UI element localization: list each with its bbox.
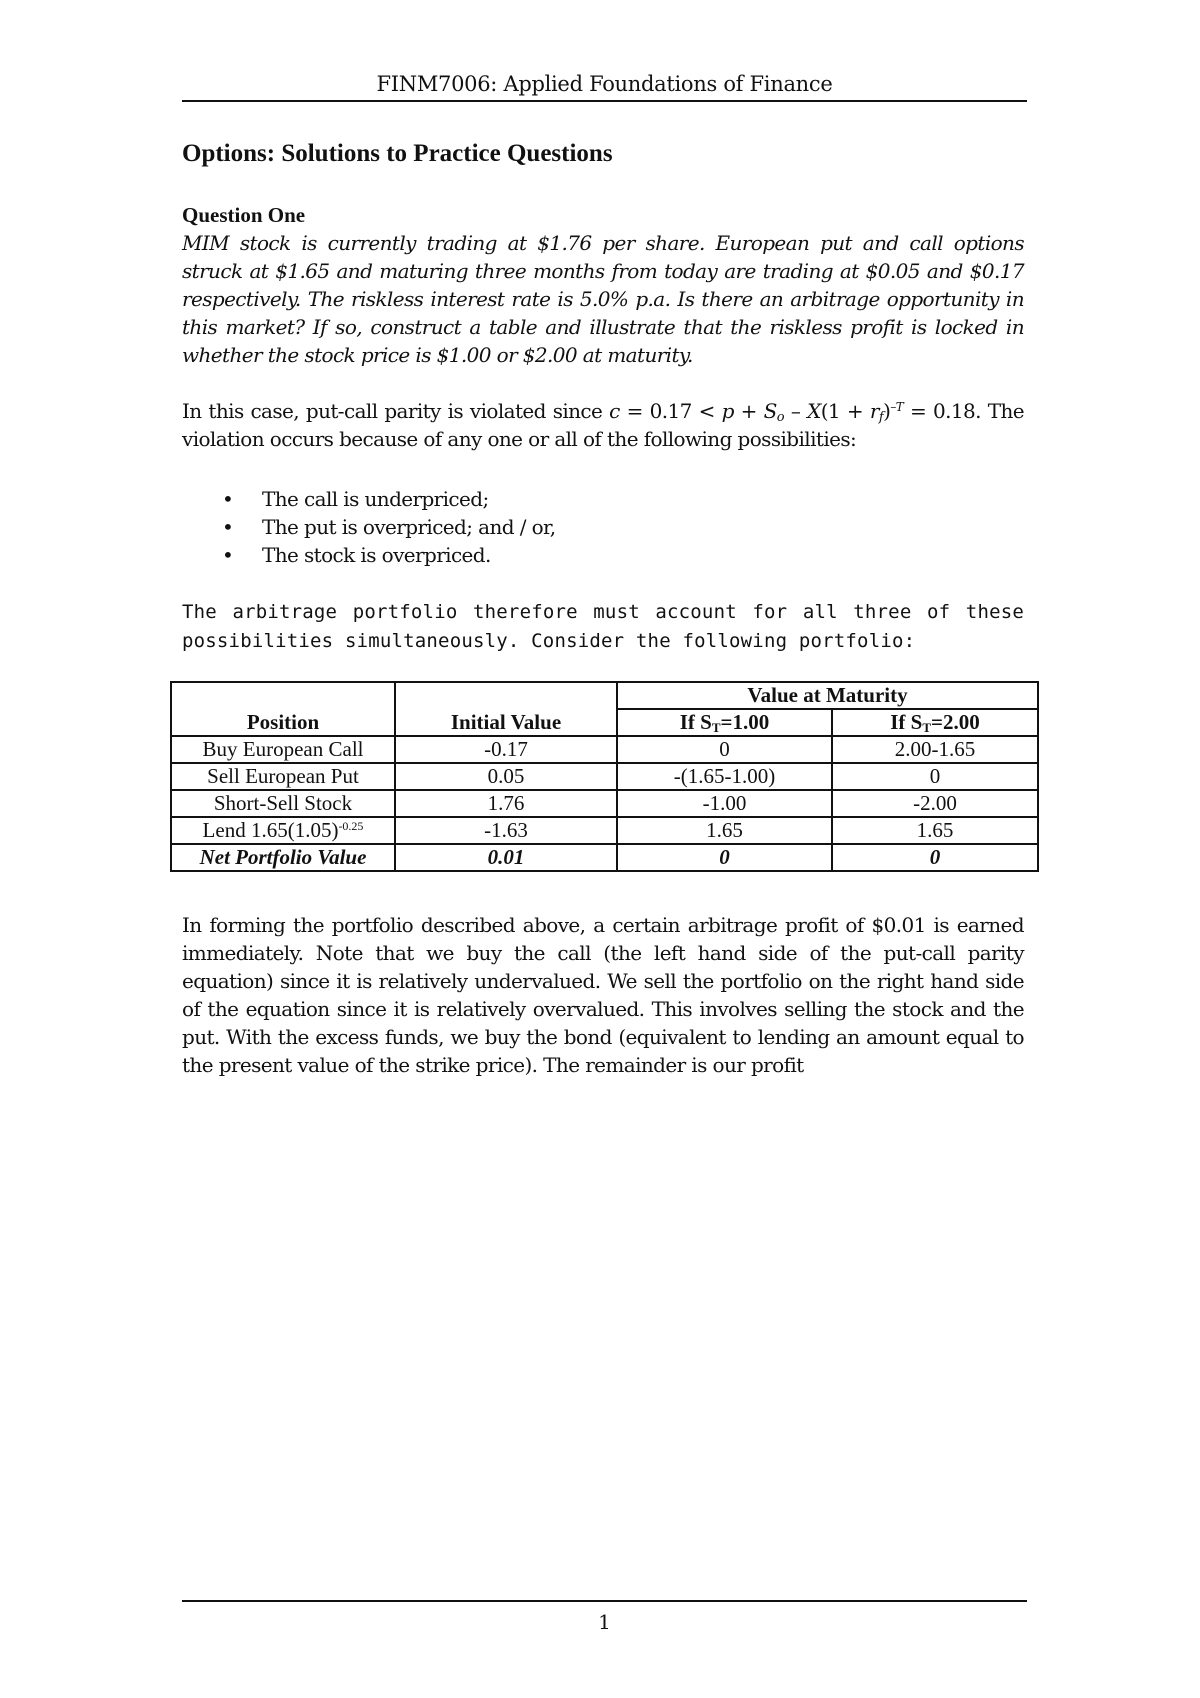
- page-number: 1: [598, 1610, 611, 1634]
- eq-r-sub: f: [878, 410, 884, 425]
- conclusion-paragraph: In forming the portfolio described above, a certain arbitrage profit of $0.01 is earned immediately. Note that we buy the call (the left hand side of the put-call parity equation) since it is relatively undervalued. We sell the portfolio on the right hand side of the equation since it is relatively overvalued. This involves selling the stock and the put. With the excess funds, we buy the bond (equivalent to lending an amount equal to the present value of the strike price). The remainder is our profit: [182, 913, 1024, 1077]
- page-header-course: FINM7006: Applied Foundations of Finance: [376, 72, 833, 96]
- initial-value-cell: -0.17: [395, 736, 617, 763]
- eq-paren-open: (1 +: [820, 399, 870, 423]
- position-cell: Buy European Call: [171, 736, 395, 763]
- question-text: MIM stock is currently trading at $1.76 per share. European put and call options struck at $1.65 and maturing three months from today are trading at $0.05 and $0.17 respectively. The riskless interest rate is 5.0% p.a. Is there an arbitrage opportunity in this market? If so, construct a table and illustrate that the riskless profit is locked in whether the stock price is $1.00 or $2.00 at maturity.: [182, 231, 1024, 367]
- list-item-text: The call is underpriced;: [262, 487, 489, 511]
- position-header: Position: [171, 709, 395, 736]
- page-title: Options: Solutions to Practice Questions: [182, 140, 613, 167]
- initial-value-header: Initial Value: [395, 709, 617, 736]
- header-text: =1.00: [720, 710, 770, 734]
- possibilities-list: [182, 485, 556, 569]
- if-st-2-cell: 2.00-1.65: [832, 736, 1038, 763]
- position-text: Lend 1.65(1.05): [202, 818, 339, 842]
- list-item: [182, 513, 556, 541]
- header-empty-cell: [395, 682, 617, 709]
- if-st-2-cell: -2.00: [832, 790, 1038, 817]
- if-st-1-cell: 1.65: [617, 817, 832, 844]
- parity-result: = 0.18. The violation occurs because of any one or all of the following possibilities:: [182, 399, 1024, 451]
- eq-plus: +: [733, 399, 764, 423]
- header-sub: T: [711, 720, 721, 735]
- header-rule: [182, 100, 1027, 102]
- position-exponent: -0.25: [338, 819, 364, 833]
- if-st-1-cell: -(1.65-1.00): [617, 763, 832, 790]
- list-item-text: The put is overpriced; and / or,: [262, 515, 556, 539]
- position-cell: Net Portfolio Value: [171, 844, 395, 871]
- if-st-2-cell: 0: [832, 763, 1038, 790]
- eq-c: c: [609, 399, 620, 423]
- portfolio-table: [170, 681, 1039, 872]
- if-st-1-cell: 0: [617, 844, 832, 871]
- eq-s-sub: o: [776, 410, 784, 425]
- table-row: [171, 763, 1038, 790]
- bullet-icon: •: [222, 543, 234, 567]
- header-empty-cell: [171, 682, 395, 709]
- question-heading: Question One: [182, 203, 306, 227]
- initial-value-cell: 0.05: [395, 763, 617, 790]
- if-st-2-cell: 1.65: [832, 817, 1038, 844]
- initial-value-cell: -1.63: [395, 817, 617, 844]
- eq-minus: –: [783, 399, 808, 423]
- header-text: =2.00: [931, 710, 980, 734]
- list-item: [182, 541, 556, 569]
- header-text: If S: [890, 710, 923, 734]
- position-cell: [171, 817, 395, 844]
- eq-exponent: –T: [890, 400, 904, 414]
- footer-rule: [182, 1600, 1027, 1602]
- eq-r: r: [869, 399, 879, 423]
- table-group-header-row: [171, 682, 1038, 709]
- bullet-icon: •: [222, 515, 234, 539]
- header-text: If S: [679, 710, 712, 734]
- list-item: [182, 485, 556, 513]
- if-st-1-header: [617, 709, 832, 736]
- if-st-2-cell: 0: [832, 844, 1038, 871]
- eq-x: X: [807, 399, 821, 423]
- if-st-1-cell: 0: [617, 736, 832, 763]
- table-header-row: [171, 709, 1038, 736]
- value-at-maturity-header: Value at Maturity: [617, 682, 1038, 709]
- list-item-text: The stock is overpriced.: [262, 543, 491, 567]
- net-portfolio-row: [171, 844, 1038, 871]
- eq-s: S: [763, 399, 777, 423]
- position-cell: Short-Sell Stock: [171, 790, 395, 817]
- initial-value-cell: 0.01: [395, 844, 617, 871]
- parity-intro: In this case, put-call parity is violated since: [182, 399, 610, 423]
- table-row: [171, 790, 1038, 817]
- initial-value-cell: 1.76: [395, 790, 617, 817]
- parity-paragraph: [182, 397, 1024, 453]
- header-sub: T: [922, 720, 932, 735]
- if-st-1-cell: -1.00: [617, 790, 832, 817]
- eq-paren-close: ): [883, 399, 891, 423]
- bullet-icon: •: [222, 487, 234, 511]
- table-row: [171, 736, 1038, 763]
- eq-p: p: [721, 399, 734, 423]
- arbitrage-intro: The arbitrage portfolio therefore must account for all three of these possibilities simultaneously. Consider the following portfolio:: [182, 601, 1024, 652]
- if-st-2-header: [832, 709, 1038, 736]
- eq-part1: = 0.17 <: [619, 399, 722, 423]
- position-cell: Sell European Put: [171, 763, 395, 790]
- table-row: [171, 817, 1038, 844]
